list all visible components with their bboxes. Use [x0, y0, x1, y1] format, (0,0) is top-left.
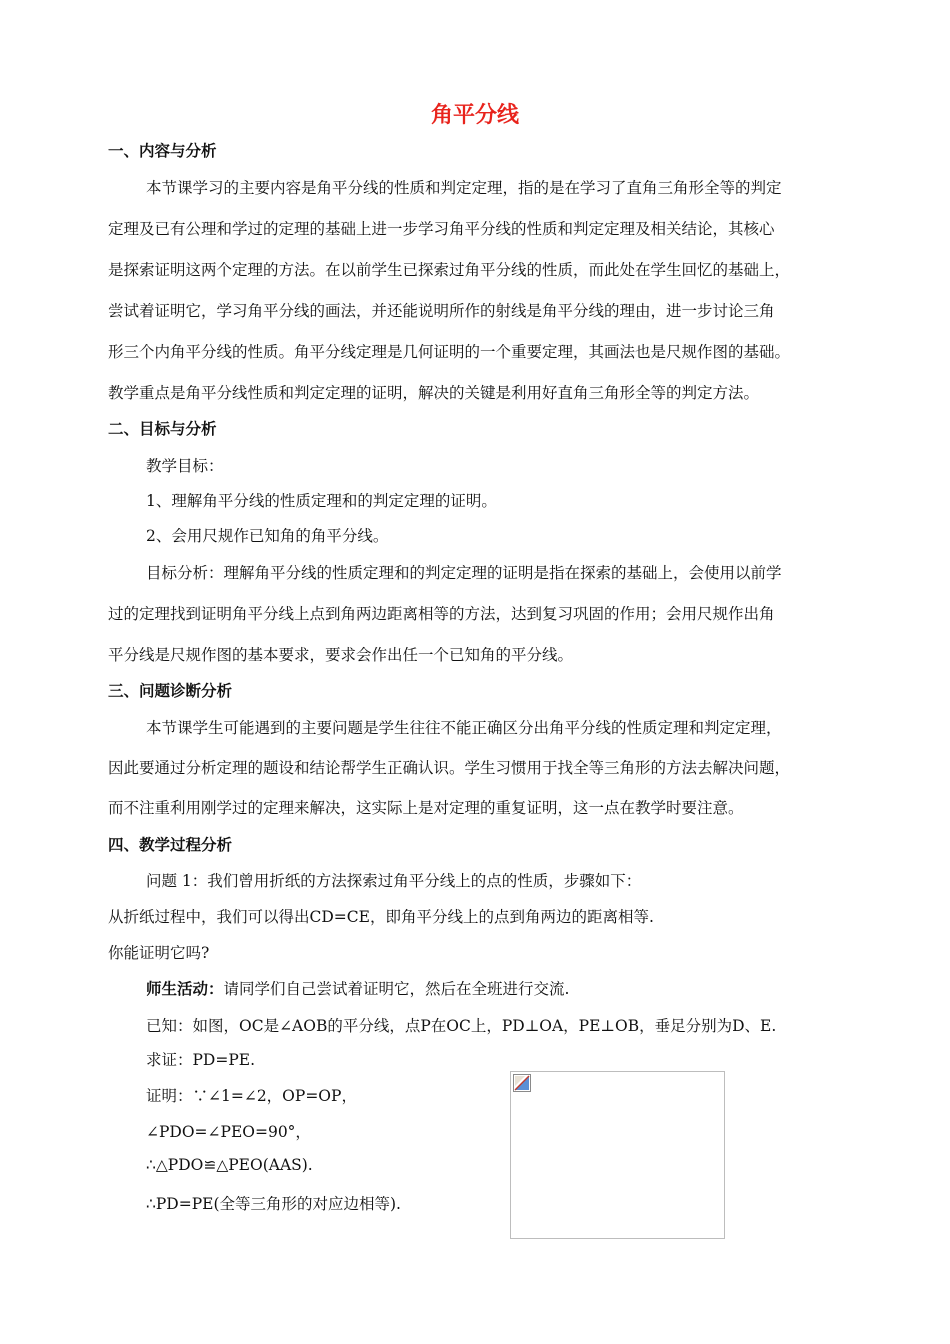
paragraph-line: 定理及已有公理和学过的定理的基础上进一步学习角平分线的性质和判定定理及相关结论，其核心	[108, 220, 775, 238]
section-heading-content: 一、内容与分析	[108, 142, 217, 160]
paragraph-line: 你能证明它吗?	[108, 944, 210, 962]
broken-image-icon	[513, 1074, 531, 1092]
paragraph-line: 形三个内角平分线的性质。角平分线定理是几何证明的一个重要定理，其画法也是尺规作图的基础。	[108, 343, 791, 361]
paragraph-line: 而不注重利用刚学过的定理来解决，这实际上是对定理的重复证明，这一点在教学时要注意。	[108, 799, 744, 817]
section-heading-diagnosis: 三、问题诊断分析	[108, 682, 233, 700]
paragraph-line: 过的定理找到证明角平分线上点到角两边距离相等的方法，达到复习巩固的作用；会用尺规作出角	[108, 605, 775, 623]
section-heading-process: 四、教学过程分析	[108, 836, 233, 854]
proof-line: ∴PD=PE(全等三角形的对应边相等).	[146, 1195, 401, 1213]
paragraph-line: 因此要通过分析定理的题设和结论帮学生正确认识。学生习惯用于找全等三角形的方法去解决问题，	[108, 759, 791, 777]
activity-label: 师生活动：	[146, 980, 224, 998]
paragraph-line: 问题 1：我们曾用折纸的方法探索过角平分线上的点的性质，步骤如下：	[146, 872, 642, 890]
activity-text: 请同学们自己尝试着证明它，然后在全班进行交流.	[223, 980, 570, 998]
page-title: 角平分线	[430, 103, 519, 128]
proof-line: ∠PDO=∠PEO=90°，	[146, 1123, 311, 1141]
paragraph-line: 教学目标：	[146, 457, 224, 475]
activity-line	[146, 977, 569, 999]
section-heading-goals: 二、目标与分析	[108, 420, 217, 438]
paragraph-line: 目标分析：理解角平分线的性质定理和的判定定理的证明是指在探索的基础上，会使用以前学	[146, 564, 782, 582]
paragraph-line: 本节课学生可能遇到的主要问题是学生往往不能正确区分出角平分线的性质定理和判定定理，	[146, 719, 782, 737]
paragraph-line: 2、会用尺规作已知角的角平分线。	[146, 527, 389, 545]
paragraph-line: 已知：如图，OC是∠AOB的平分线，点P在OC上，PD⊥OA，PE⊥OB，垂足分别为D、E.	[146, 1017, 777, 1035]
paragraph-line: 本节课学习的主要内容是角平分线的性质和判定定理，指的是在学习了直角三角形全等的判定	[146, 179, 782, 197]
proof-line: ∴△PDO≌△PEO(AAS).	[146, 1156, 313, 1174]
paragraph-line: 从折纸过程中，我们可以得出CD=CE，即角平分线上的点到角两边的距离相等.	[108, 908, 654, 926]
proof-line: 证明：∵∠1=∠2，OP=OP，	[146, 1087, 357, 1105]
paragraph-line: 1、理解角平分线的性质定理和的判定定理的证明。	[146, 492, 497, 510]
paragraph-line: 求证：PD=PE.	[146, 1051, 256, 1069]
figure-placeholder	[510, 1071, 725, 1239]
paragraph-line: 是探索证明这两个定理的方法。在以前学生已探索过角平分线的性质，而此处在学生回忆的基础上，	[108, 261, 791, 279]
paragraph-line: 教学重点是角平分线性质和判定定理的证明，解决的关键是利用好直角三角形全等的判定方法。	[108, 384, 760, 402]
paragraph-line: 尝试着证明它，学习角平分线的画法，并还能说明所作的射线是角平分线的理由，进一步讨论三角	[108, 302, 775, 320]
paragraph-line: 平分线是尺规作图的基本要求，要求会作出任一个已知角的平分线。	[108, 646, 574, 664]
